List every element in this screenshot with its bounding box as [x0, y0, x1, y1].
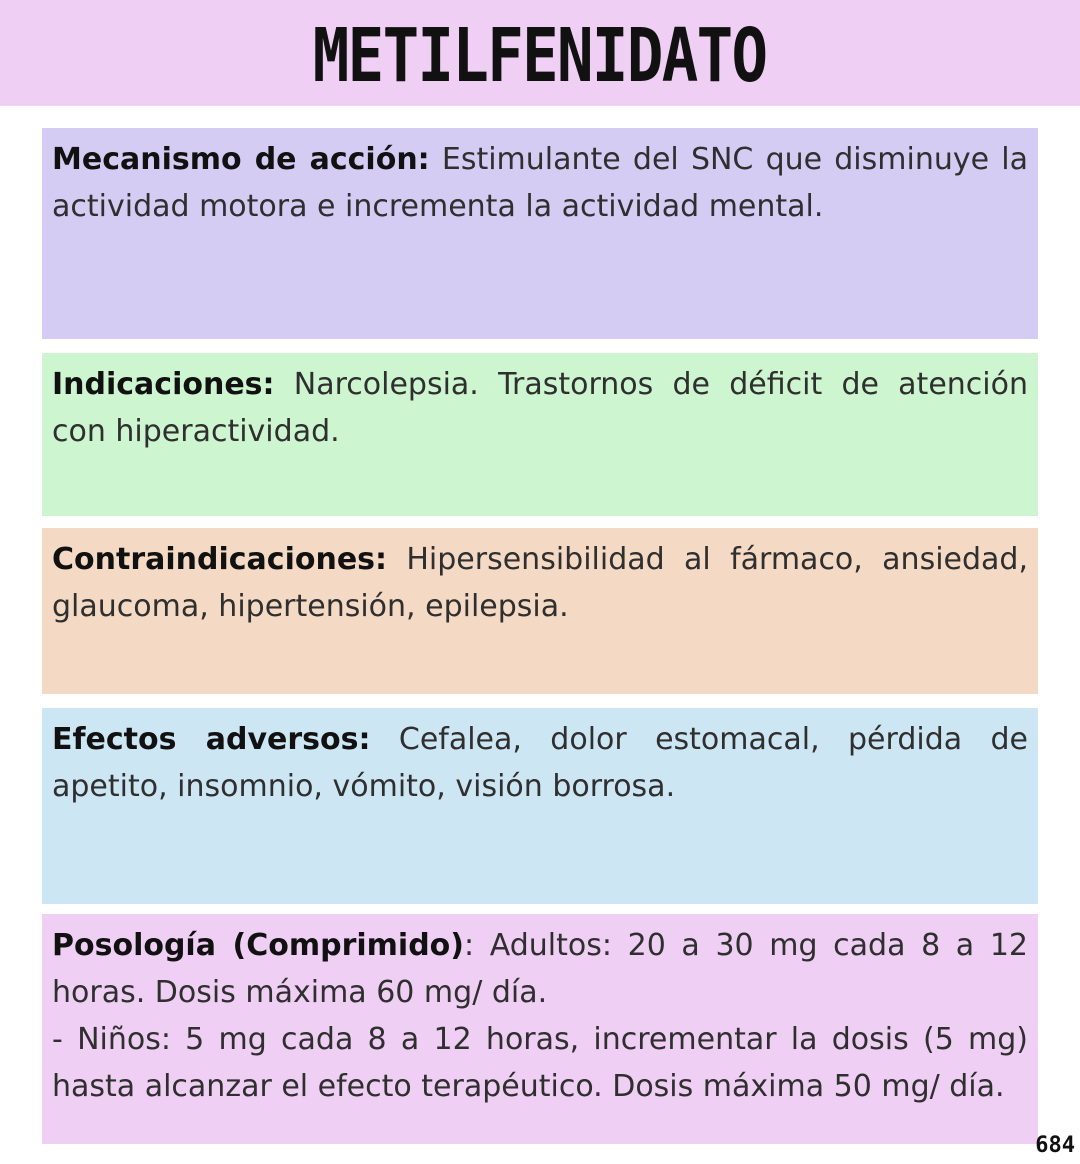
- section-posologia: [42, 914, 1038, 1144]
- title-banner: [0, 0, 1080, 106]
- section-indicaciones: [42, 353, 1038, 516]
- section-contraindicaciones: [42, 528, 1038, 694]
- section-mecanismo: [42, 128, 1038, 339]
- page-number: 684: [1035, 1133, 1075, 1158]
- contraindicaciones-label: Contraindicaciones:: [52, 542, 388, 577]
- posologia-label: Posología (Comprimido): [52, 928, 464, 963]
- indicaciones-paragraph: [52, 361, 1028, 455]
- indicaciones-label: Indicaciones:: [52, 367, 275, 402]
- contraindicaciones-text: Hipersensibilidad al fármaco, ansiedad, glaucoma, hipertensión, epilepsia.: [52, 542, 1028, 624]
- posologia-text: : Adultos: 20 a 30 mg cada 8 a 12 horas. Dosis máxima 60 mg/ día.: [52, 928, 1028, 1010]
- posologia-ninos-paragraph: - Niños: 5 mg cada 8 a 12 horas, incrementar la dosis (5 mg) hasta alcanzar el efecto terapéutico. Dosis máxima 50 mg/ día.: [52, 1022, 1028, 1104]
- mecanismo-label: Mecanismo de acción:: [52, 142, 430, 177]
- indicaciones-text: Narcolepsia. Trastornos de déficit de atención con hiperactividad.: [52, 367, 1028, 449]
- page-title: METILFENIDATO: [313, 13, 767, 99]
- posologia-paragraph: [52, 922, 1028, 1016]
- mecanismo-paragraph: [52, 136, 1028, 230]
- efectos-paragraph: [52, 716, 1028, 810]
- section-efectos-adversos: [42, 708, 1038, 904]
- contraindicaciones-paragraph: [52, 536, 1028, 630]
- efectos-text: Cefalea, dolor estomacal, pérdida de apetito, insomnio, vómito, visión borrosa.: [52, 722, 1028, 804]
- mecanismo-text: Estimulante del SNC que disminuye la actividad motora e incrementa la actividad mental.: [52, 142, 1028, 224]
- efectos-label: Efectos adversos:: [52, 722, 371, 757]
